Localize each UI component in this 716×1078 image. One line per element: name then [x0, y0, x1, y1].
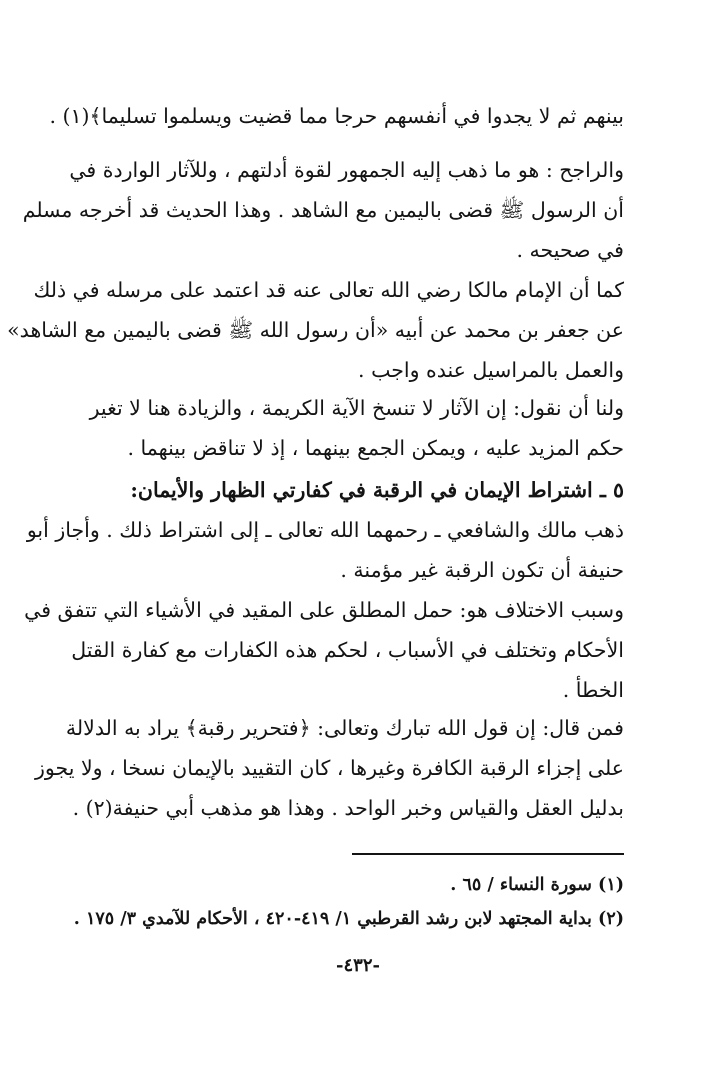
section-heading: ٥ ـ اشتراط الإيمان في الرقبة في كفارتي الظهار والأيمان:: [130, 478, 624, 502]
paragraph-2: [22, 150, 624, 270]
paragraph-3: [7, 270, 624, 390]
text-line: الخطأ .: [562, 678, 624, 702]
text-line: وسبب الاختلاف هو: حمل المطلق على المقيد في الأشياء التي تتفق في: [24, 598, 624, 622]
text-line: عن جعفر بن محمد عن أبيه «أن رسول الله ﷺ قضى باليمين مع الشاهد»: [7, 318, 624, 342]
text-line: فمن قال: إن قول الله تبارك وتعالى: ﴿فتحرير رقبة﴾ يراد به الدلالة: [65, 716, 624, 740]
text-line: ذهب مالك والشافعي ـ رحمهما الله تعالى ـ إلى اشتراط ذلك . وأجاز أبو: [26, 518, 624, 542]
footnotes: [73, 868, 624, 936]
footnote-1: (١) سورة النساء / ٦٥ .: [450, 875, 624, 895]
text-line: حنيفة أن تكون الرقبة غير مؤمنة .: [340, 558, 624, 582]
text-line: كما أن الإمام مالكا رضي الله تعالى عنه قد اعتمد على مرسله في ذلك: [33, 278, 624, 302]
text-line: حكم المزيد عليه ، ويمكن الجمع بينهما ، إذ لا تناقض بينهما .: [127, 436, 624, 460]
paragraph-6: [24, 590, 624, 710]
paragraph-4: [89, 388, 624, 468]
text-line: في صحيحه .: [516, 238, 624, 262]
paragraph-1: [49, 96, 624, 136]
text-line: أن الرسول ﷺ قضى باليمين مع الشاهد . وهذا الحديث قد أخرجه مسلم: [22, 198, 624, 222]
text-line: بدليل العقل والقياس وخبر الواحد . وهذا هو مذهب أبي حنيفة(٢) .: [72, 796, 624, 820]
text-line: الأحكام وتختلف في الأسباب ، لحكم هذه الكفارات مع كفارة القتل: [71, 638, 624, 662]
text-line: ولنا أن نقول: إن الآثار لا تنسخ الآية الكريمة ، والزيادة هنا لا تغير: [89, 396, 624, 420]
paragraph-7: [35, 708, 624, 828]
text-line: على إجزاء الرقبة الكافرة وغيرها ، كان التقييد بالإيمان نسخا ، ولا يجوز: [35, 756, 624, 780]
footnote-2: (٢) بداية المجتهد لابن رشد القرطبي ١/ ٤١٩-٤٢٠ ، الأحكام للآمدي ٣/ ١٧٥ .: [73, 909, 624, 929]
paragraph-5: [26, 470, 624, 590]
text-line: بينهم ثم لا يجدوا في أنفسهم حرجا مما قضيت ويسلموا تسليما﴾(١) .: [49, 104, 624, 128]
text-line: والعمل بالمراسيل عنده واجب .: [358, 358, 624, 382]
text-line: والراجح : هو ما ذهب إليه الجمهور لقوة أدلتهم ، وللآثار الواردة في: [69, 158, 624, 182]
footnote-divider: [352, 853, 624, 855]
page-number: -٤٣٢-: [336, 955, 380, 976]
